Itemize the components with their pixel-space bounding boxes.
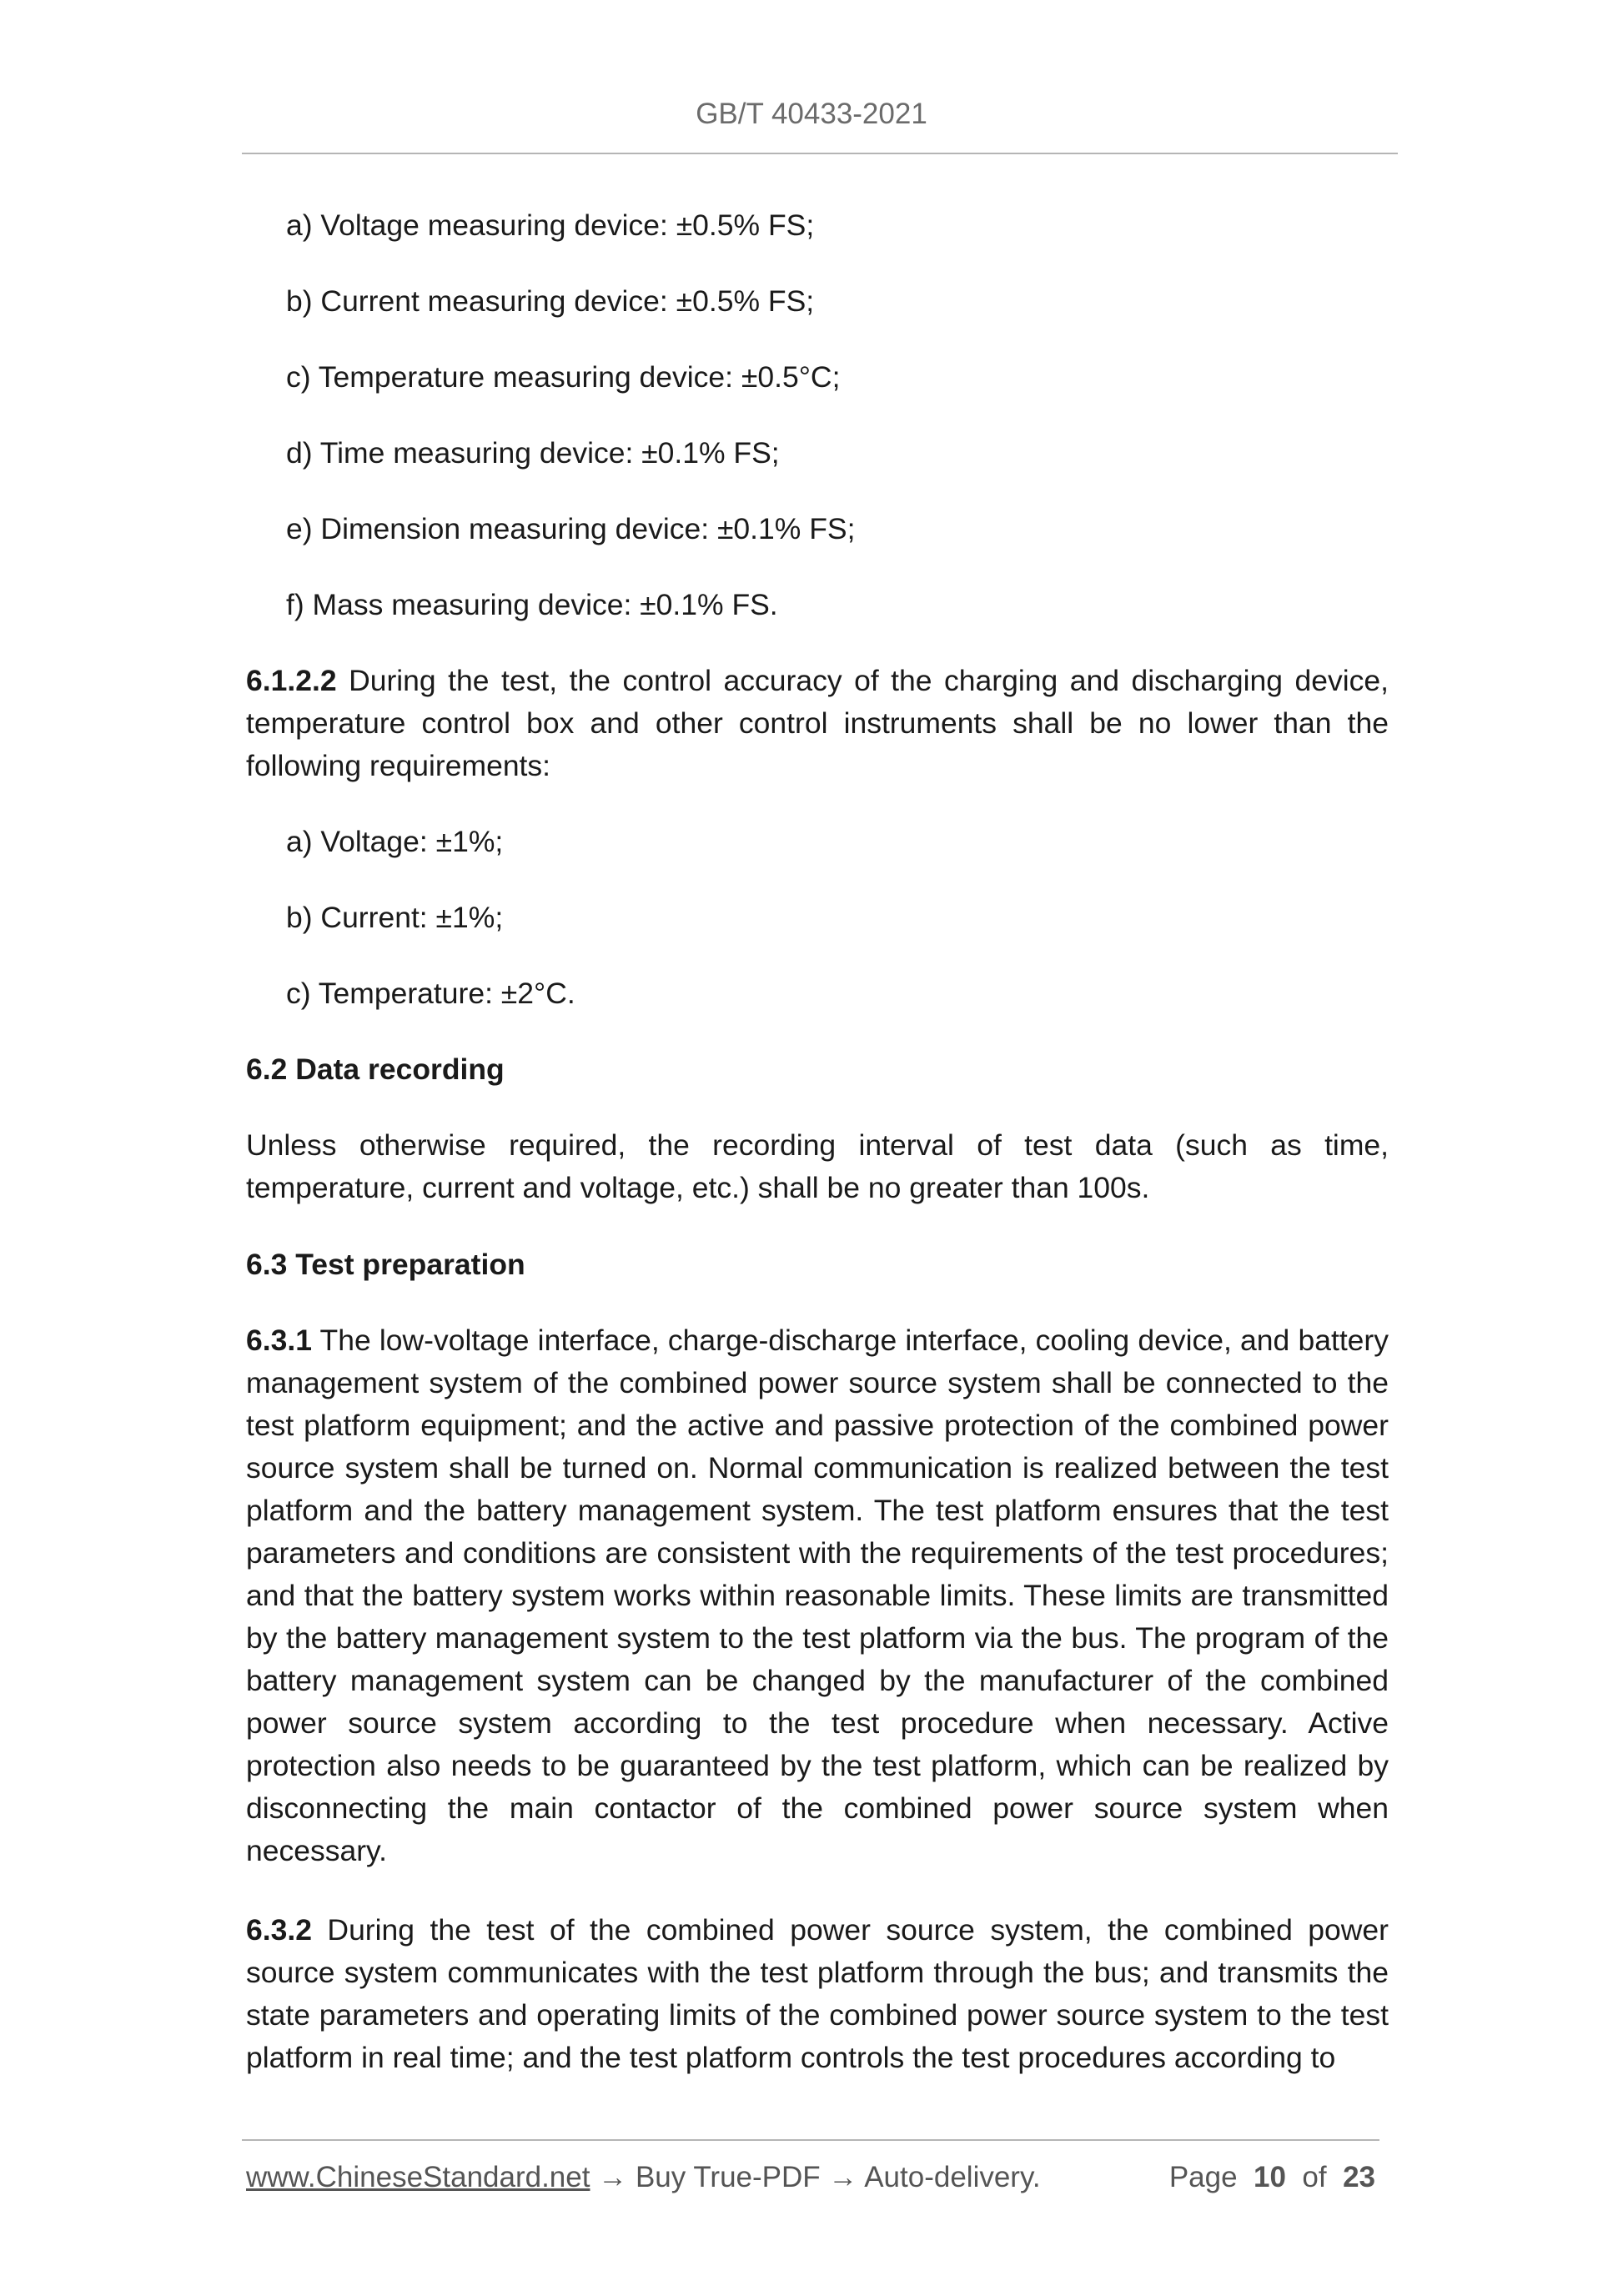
arrow-right-icon: → — [598, 2161, 628, 2193]
list-item-voltage-device: a) Voltage measuring device: ±0.5% FS; — [286, 208, 815, 242]
clause-text: The low-voltage interface, charge-discharge interface, cooling device, and battery management system of the combined power source system shall be connected to the test platform equipment; and the active and passive protection of the combined power source system shall be turned on. Normal communication is realized between the test platform and the battery management system. The test platform ensures that the test parameters and conditions are consistent with the requirements of the test procedures; and that the battery system works within reasonable limits. These limits are transmitted by the battery management system to the test platform via the bus. The program of the battery management system can be changed by the manufacturer of the combined power source system according to the test procedure when necessary. Active protection also needs to be guaranteed by the test platform, which can be realized by disconnecting the main contactor of the combined power source system when necessary. — [246, 1324, 1389, 1867]
clause-6-3-1 — [246, 1319, 1389, 1872]
clause-text: During the test of the combined power source system, the combined power source system communicates with the test platform through the bus; and transmits the state parameters and operating limits of the combined power source system to the test platform in real time; and the test platform controls the test procedures according to — [246, 1913, 1389, 2074]
list-item-current: b) Current: ±1%; — [286, 901, 504, 934]
total-pages: 23 — [1343, 2161, 1375, 2193]
section-heading-data-recording: 6.2 Data recording — [246, 1053, 505, 1086]
footer-promo — [246, 2158, 1041, 2197]
list-item-mass-device: f) Mass measuring device: ±0.1% FS. — [286, 588, 778, 621]
clause-text: During the test, the control accuracy of the charging and discharging device, temperature control box and other control instruments shall be no lower than the following requirements: — [246, 664, 1389, 782]
section-heading-test-preparation: 6.3 Test preparation — [246, 1248, 525, 1281]
clause-number: 6.1.2.2 — [246, 664, 337, 697]
current-page: 10 — [1254, 2161, 1286, 2193]
page-number — [1169, 2158, 1375, 2197]
document-header-title: GB/T 40433-2021 — [696, 98, 927, 130]
auto-delivery-text: Auto-delivery. — [864, 2161, 1041, 2193]
header-divider — [242, 153, 1398, 154]
list-item-temperature-device: c) Temperature measuring device: ±0.5°C; — [286, 360, 841, 394]
clause-6-1-2-2 — [246, 660, 1389, 787]
of-label: of — [1302, 2161, 1327, 2193]
website-link[interactable]: www.ChineseStandard.net — [246, 2161, 590, 2193]
list-item-temperature: c) Temperature: ±2°C. — [286, 977, 575, 1010]
arrow-right-icon: → — [828, 2161, 858, 2193]
buy-pdf-text: Buy True-PDF — [635, 2161, 821, 2193]
footer-divider — [242, 2139, 1379, 2141]
data-recording-paragraph: Unless otherwise required, the recording interval of test data (such as time, temperature, current and voltage, etc.) shall be no greater than 100s. — [246, 1128, 1389, 1204]
list-item-voltage: a) Voltage: ±1%; — [286, 825, 504, 858]
clause-6-3-2 — [246, 1909, 1389, 2079]
page-label: Page — [1168, 2161, 1238, 2193]
list-item-time-device: d) Time measuring device: ±0.1% FS; — [286, 436, 780, 470]
list-item-current-device: b) Current measuring device: ±0.5% FS; — [286, 284, 815, 318]
list-item-dimension-device: e) Dimension measuring device: ±0.1% FS; — [286, 512, 856, 545]
clause-number: 6.3.1 — [246, 1324, 312, 1357]
clause-number: 6.3.2 — [246, 1913, 312, 1947]
